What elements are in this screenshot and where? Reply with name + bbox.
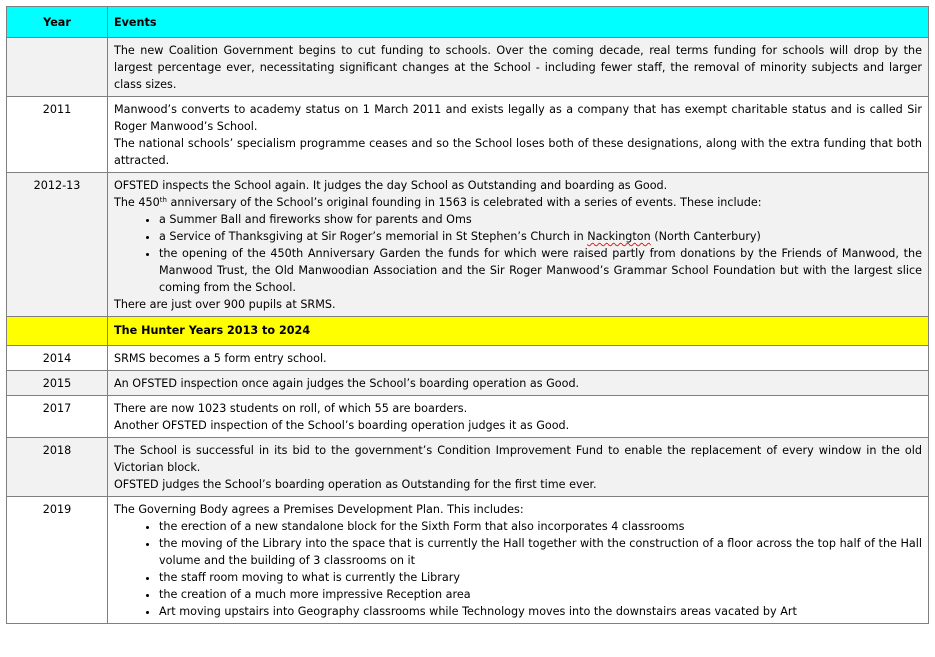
list-item: • the opening of the 450th Anniversary Garden the funds for which were raised partly from donations by the Friends of Manwood, the Manwood Trust, the Old Manwoodian Association and the Sir Roger Manwood’s Grammar School Foundation but with the largest slice coming from the School. <box>159 245 922 296</box>
events-cell <box>108 497 929 624</box>
year-header: Year <box>7 7 108 38</box>
event-text: The Governing Body agrees a Premises Development Plan. This includes: <box>114 503 524 516</box>
event-text: The new Coalition Government begins to cut funding to schools. Over the coming decade, real terms funding for schools will drop by the largest percentage ever, necessitating significant changes at the School - including fewer staff, the removal of minority subjects and larger class sizes. <box>114 44 922 91</box>
section-row <box>7 317 929 346</box>
events-cell <box>108 371 929 396</box>
section-year-cell <box>7 317 108 346</box>
events-cell <box>108 346 929 371</box>
list-item <box>159 228 922 245</box>
list-item: • the moving of the Library into the space that is currently the Hall together with the construction of a floor across the top half of the Hall volume and the building of 3 classrooms on it <box>159 535 922 569</box>
event-text: Manwood’s converts to academy status on 1 March 2011 and exists legally as a company that has exempt charitable status and is called Sir Roger Manwood’s School. <box>114 103 922 133</box>
event-text-part: a Service of Thanksgiving at Sir Roger’s memorial in St Stephen’s Church in <box>159 230 588 243</box>
list-item: • the erection of a new standalone block for the Sixth Form that also incorporates 4 classrooms <box>159 518 922 535</box>
section-title: The Hunter Years 2013 to 2024 <box>108 317 929 346</box>
events-cell <box>108 97 929 173</box>
year-cell <box>7 38 108 97</box>
table-row <box>7 97 929 173</box>
list-item: • the staff room moving to what is currently the Library <box>159 569 922 586</box>
table-row <box>7 173 929 317</box>
events-header: Events <box>108 7 929 38</box>
ordinal-suffix: th <box>159 196 167 204</box>
event-bullet-list <box>114 211 922 296</box>
spellcheck-flagged-word: Nackington <box>587 230 651 243</box>
event-text: There are now 1023 students on roll, of which 55 are boarders. <box>114 402 468 415</box>
events-cell <box>108 438 929 497</box>
year-cell: 2019 <box>7 497 108 624</box>
list-item: • Art moving upstairs into Geography classrooms while Technology moves into the downstairs areas vacated by Art <box>159 603 922 620</box>
event-text: The School is successful in its bid to the government’s Condition Improvement Fund to enable the replacement of every window in the old Victorian block. <box>114 444 922 474</box>
events-cell <box>108 38 929 97</box>
year-cell: 2012-13 <box>7 173 108 317</box>
event-bullet-list <box>114 518 922 620</box>
table-row <box>7 396 929 438</box>
event-text: SRMS becomes a 5 form entry school. <box>114 352 327 365</box>
event-text <box>114 194 922 211</box>
event-text-part: The 450 <box>114 196 160 209</box>
table-row <box>7 438 929 497</box>
year-cell: 2011 <box>7 97 108 173</box>
year-cell: 2018 <box>7 438 108 497</box>
event-text: There are just over 900 pupils at SRMS. <box>114 298 336 311</box>
table-row <box>7 38 929 97</box>
year-cell: 2014 <box>7 346 108 371</box>
table-row <box>7 497 929 624</box>
event-text: An OFSTED inspection once again judges the School’s boarding operation as Good. <box>114 377 580 390</box>
event-text-part: anniversary of the School’s original founding in 1563 is celebrated with a series of events. These include: <box>166 196 762 209</box>
event-text: Another OFSTED inspection of the School’s boarding operation judges it as Good. <box>114 419 570 432</box>
table-row <box>7 346 929 371</box>
event-text: The national schools’ specialism programme ceases and so the School loses both of these designations, along with the extra funding that both attracted. <box>114 137 922 167</box>
year-cell: 2017 <box>7 396 108 438</box>
list-item: • a Summer Ball and fireworks show for parents and Oms <box>159 211 922 228</box>
event-text: OFSTED inspects the School again. It judges the day School as Outstanding and boarding as Good. <box>114 179 668 192</box>
events-cell <box>108 396 929 438</box>
table-row <box>7 371 929 396</box>
header-row <box>7 7 929 38</box>
event-text: OFSTED judges the School’s boarding operation as Outstanding for the first time ever. <box>114 478 597 491</box>
history-table <box>6 6 929 624</box>
events-cell <box>108 173 929 317</box>
year-cell: 2015 <box>7 371 108 396</box>
event-text-part: (North Canterbury) <box>650 230 761 243</box>
list-item: • the creation of a much more impressive Reception area <box>159 586 922 603</box>
